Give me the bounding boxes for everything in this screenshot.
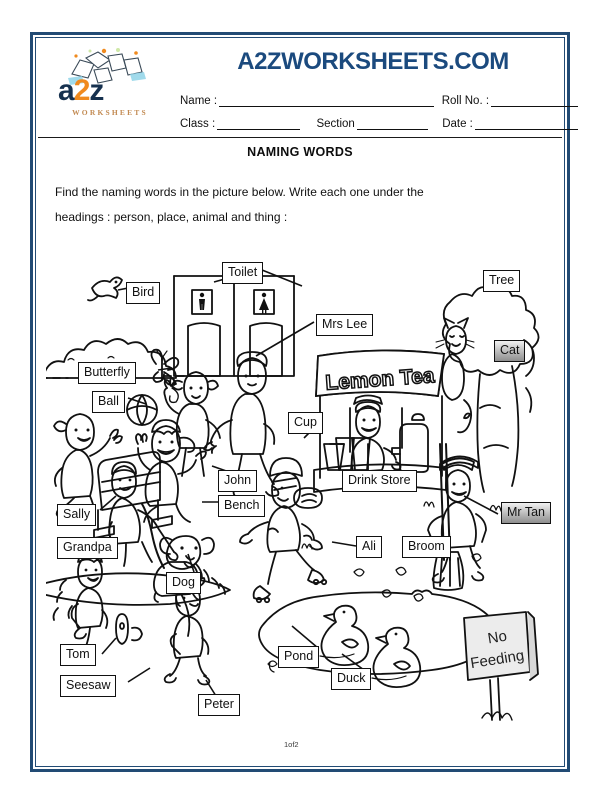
bird-drawing [88, 277, 122, 300]
mr-tan-drawing [426, 444, 486, 590]
tree-drawing [443, 287, 539, 492]
instructions [55, 180, 525, 230]
tom-drawing [57, 550, 107, 650]
name-label: Name : [180, 95, 218, 107]
label-bird[interactable]: Bird [126, 282, 160, 304]
label-dog[interactable]: Dog [166, 572, 201, 594]
label-peter[interactable]: Peter [198, 694, 240, 716]
label-seesaw[interactable]: Seesaw [60, 675, 116, 697]
label-john[interactable]: John [218, 470, 257, 492]
page-number: 1of2 [284, 740, 299, 749]
john-drawing [136, 420, 206, 522]
instruction-line-2: headings : person, place, animal and thing : [55, 210, 288, 224]
toilet-building-drawing [174, 276, 294, 376]
label-broom[interactable]: Broom [402, 536, 451, 558]
label-sally[interactable]: Sally [57, 504, 96, 526]
date-input-line[interactable] [475, 116, 578, 130]
roll-input-line[interactable] [491, 93, 578, 107]
section-label: Section [316, 118, 355, 130]
date-label: Date : [442, 118, 473, 130]
label-drink-store[interactable]: Drink Store [342, 470, 417, 492]
duck-drawing-2 [372, 628, 420, 687]
section-input-line[interactable] [357, 116, 428, 130]
name-input-line[interactable] [219, 93, 434, 107]
label-ball[interactable]: Ball [92, 391, 125, 413]
logo-letter-2: 2 [73, 74, 90, 107]
site-brand-title: A2ZWORKSHEETS.COM [237, 48, 509, 75]
logo-subtitle: WORKSHEETS [72, 108, 148, 117]
lemon-tea-sign-text: Lemon Tea [324, 364, 436, 395]
logo-letter-a: a [58, 74, 74, 107]
label-tom[interactable]: Tom [60, 644, 96, 666]
label-ali[interactable]: Ali [356, 536, 382, 558]
instruction-line-1: Find the naming words in the picture below. Write each one under the [55, 185, 424, 199]
lemon-tea-sign-drawing [316, 350, 444, 396]
no-feeding-line1-text: No [486, 627, 509, 648]
class-section-date-row [180, 107, 578, 130]
label-pond[interactable]: Pond [278, 646, 319, 668]
a2z-logo[interactable] [50, 46, 168, 132]
roll-label: Roll No. : [441, 95, 490, 107]
class-label: Class : [180, 118, 216, 130]
label-duck[interactable]: Duck [331, 668, 371, 690]
picture-illustration [46, 248, 546, 738]
worksheet-header [38, 40, 562, 138]
page-title: NAMING WORDS [247, 145, 353, 159]
label-toilet[interactable]: Toilet [222, 262, 263, 284]
class-input-line[interactable] [217, 116, 300, 130]
label-cat[interactable]: Cat [494, 340, 525, 362]
logo-wordmark [58, 74, 162, 108]
name-roll-row [180, 84, 578, 107]
logo-letter-z: z [89, 74, 104, 107]
label-mr-tan[interactable]: Mr Tan [501, 502, 551, 524]
label-tree[interactable]: Tree [483, 270, 520, 292]
label-bench[interactable]: Bench [218, 495, 265, 517]
peter-drawing [165, 578, 225, 685]
label-grandpa[interactable]: Grandpa [57, 537, 118, 559]
no-feeding-line2-text: Feeding [469, 646, 526, 673]
label-mrs-lee[interactable]: Mrs Lee [316, 314, 373, 336]
student-info-fields [180, 84, 578, 130]
label-butterfly[interactable]: Butterfly [78, 362, 136, 384]
label-cup[interactable]: Cup [288, 412, 323, 434]
